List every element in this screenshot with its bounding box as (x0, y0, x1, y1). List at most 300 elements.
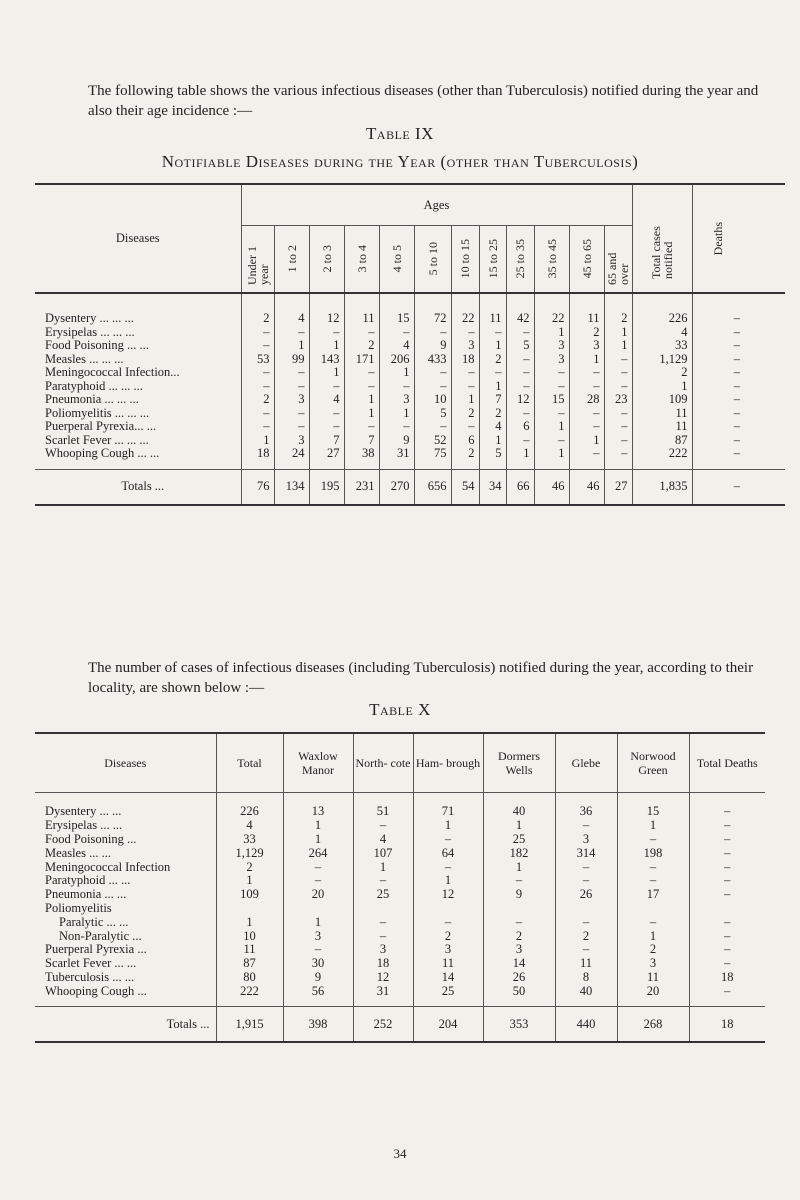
table9-cell: 1 (479, 380, 506, 394)
table9-age-header (274, 226, 309, 294)
table10-cell: 13 (283, 793, 353, 819)
table9-cell: 75 (414, 447, 451, 469)
table9-age-header (569, 226, 604, 294)
table9-total-cell: 1,835 (632, 469, 692, 505)
table9-total-cell: 231 (344, 469, 379, 505)
intro-paragraph-table9: The following table shows the various infectious diseases (other than Tuberculosis) notified during the year and also their age incidence :— (88, 83, 759, 119)
table9-cell: – (414, 380, 451, 394)
table9-cell: 4 (379, 339, 414, 353)
table10-cell: 4 (353, 833, 413, 847)
table9-cell: – (692, 407, 744, 421)
table10-cell: – (555, 943, 617, 957)
table9-cell: 87 (632, 434, 692, 448)
table10-total-cell: 18 (689, 1007, 765, 1043)
table10-disease-name: Dysentery ... ... (45, 804, 122, 819)
table9-cell: 226 (632, 293, 692, 326)
table10-cell: – (689, 915, 765, 929)
table9-total-cell: 195 (309, 469, 344, 505)
table9-cell: – (241, 366, 274, 380)
table9-cell: – (379, 420, 414, 434)
table9-cell: 22 (534, 293, 569, 326)
table9-disease-name: Paratyphoid ... ... ... (45, 378, 143, 393)
table9-cell: 12 (506, 393, 534, 407)
table10-cell: – (689, 860, 765, 874)
table10-total-cell: 252 (353, 1007, 413, 1043)
table9-cell: 1 (344, 393, 379, 407)
table9-cell: – (692, 353, 744, 367)
table10-header: North- cote (353, 733, 413, 793)
table9-age-label: 3 to 4 (354, 245, 369, 273)
table10-row (35, 957, 765, 971)
table9-disease-name: Whooping Cough ... ... (45, 446, 160, 461)
table10-disease-name: Food Poisoning ... (45, 831, 137, 846)
table9-row (35, 393, 785, 407)
table9-cell: – (569, 366, 604, 380)
table10-totals-label: Totals ... (35, 1007, 216, 1043)
table9-cell: 1 (479, 434, 506, 448)
table9-disease-name: Erysipelas ... ... ... (45, 324, 135, 339)
table10-cell: 198 (617, 846, 689, 860)
table9-cell: – (451, 326, 479, 340)
table10-row (35, 984, 765, 1006)
table10-cell: – (283, 943, 353, 957)
table9-cell: 33 (632, 339, 692, 353)
table9-cell: 1 (569, 353, 604, 367)
table9-total-cell: 27 (604, 469, 632, 505)
table10-cell: – (689, 984, 765, 1006)
table9-cell: 109 (632, 393, 692, 407)
table10-cell: 36 (555, 793, 617, 819)
table9-cell: – (274, 407, 309, 421)
table9-subtitle: Notifiable Diseases during the Year (other than Tuberculosis) (161, 152, 639, 171)
table9-age-header (414, 226, 451, 294)
table10-disease-name: Non-Paralytic ... (59, 928, 142, 943)
table9-cell: 1 (241, 434, 274, 448)
page-number: 34 (393, 1146, 407, 1161)
table9-cell: – (534, 407, 569, 421)
table10-cell: 64 (413, 846, 483, 860)
table9-cell: – (692, 420, 744, 434)
table9-disease-name: Measles ... ... ... (45, 351, 124, 366)
table9-cell: – (309, 380, 344, 394)
table9-cell: – (274, 380, 309, 394)
table10-disease-name: Poliomyelitis (45, 900, 112, 915)
table9-age-header (379, 226, 414, 294)
table9-cell: 1 (344, 407, 379, 421)
table9-cell: – (274, 366, 309, 380)
table10-cell: 9 (283, 971, 353, 985)
table10-cell: 107 (353, 846, 413, 860)
table10-cell: 14 (483, 957, 555, 971)
table10-cell: 3 (483, 943, 555, 957)
table9-cell: – (569, 420, 604, 434)
table9-cell: 2 (479, 353, 506, 367)
table9-cell: – (506, 366, 534, 380)
table9-cell: 15 (534, 393, 569, 407)
table9-cell: 1 (506, 447, 534, 469)
table10-row (35, 846, 765, 860)
table10-cell: 25 (353, 888, 413, 902)
table10-cell: 1 (617, 929, 689, 943)
table9-header-ages: Ages (241, 185, 632, 226)
table9-cell: 433 (414, 353, 451, 367)
table9-cell: – (534, 434, 569, 448)
table9-cell: 3 (451, 339, 479, 353)
table9-cell: 1 (569, 434, 604, 448)
table9-cell: 99 (274, 353, 309, 367)
table9-cell: – (344, 380, 379, 394)
table9-cell: – (479, 326, 506, 340)
table10-cell: 2 (216, 860, 283, 874)
table9-cell: 2 (241, 293, 274, 326)
table9-total-cell: 34 (479, 469, 506, 505)
table9-cell: – (309, 407, 344, 421)
table9-cell: 11 (632, 407, 692, 421)
table10-cell: 222 (216, 984, 283, 1006)
table9-cell: 1 (479, 339, 506, 353)
table10-total-cell: 1,915 (216, 1007, 283, 1043)
table10-cell: – (689, 819, 765, 833)
table9-cell: – (604, 447, 632, 469)
table9-cell: 7 (344, 434, 379, 448)
table9-cell: 5 (479, 447, 506, 469)
table10-row (35, 888, 765, 902)
table9-age-label: 10 to 15 (458, 239, 472, 279)
table10-header: Total Deaths (689, 733, 765, 793)
table9-cell: – (344, 366, 379, 380)
table10-cell (283, 902, 353, 916)
table10-total-cell: 204 (413, 1007, 483, 1043)
table10-cell: 314 (555, 846, 617, 860)
table9-total-cell: 46 (534, 469, 569, 505)
table9-cell: 5 (414, 407, 451, 421)
table9-cell: 1 (534, 447, 569, 469)
table10-total-cell: 353 (483, 1007, 555, 1043)
table9-cell: – (534, 366, 569, 380)
table9-cell: 143 (309, 353, 344, 367)
table10-cell: 20 (283, 888, 353, 902)
table10-cell: 1 (617, 819, 689, 833)
table9-cell: 1 (632, 380, 692, 394)
table9-cell: – (604, 366, 632, 380)
table9-row (35, 434, 785, 448)
table10-cell: 1 (413, 874, 483, 888)
table9-notifiable-diseases (35, 183, 785, 506)
table10-cell: 1 (483, 860, 555, 874)
table10-cell: 1 (283, 833, 353, 847)
table10-cell: 26 (555, 888, 617, 902)
table9-cell: – (692, 447, 744, 469)
table9-disease-name: Meningococcal Infection... (45, 365, 180, 380)
table9-row (35, 380, 785, 394)
table9-disease-name: Dysentery ... ... ... (45, 311, 134, 326)
table9-cell: 11 (569, 293, 604, 326)
table10-cell: – (283, 860, 353, 874)
table10-cell: 2 (413, 929, 483, 943)
table9-row (35, 366, 785, 380)
table9-cell: – (414, 420, 451, 434)
table9-age-label: 4 to 5 (389, 245, 404, 273)
table9-title: Table IX (366, 124, 434, 143)
table9-spacer (744, 393, 785, 407)
table9-cell: – (692, 326, 744, 340)
table9-age-header (241, 226, 274, 294)
table10-cell: – (689, 874, 765, 888)
table10-row (35, 943, 765, 957)
table10-cell: – (689, 833, 765, 847)
table9-spacer (744, 353, 785, 367)
table10-cell: 25 (413, 984, 483, 1006)
table9-age-label: 5 to 10 (425, 242, 440, 276)
table9-spacer (744, 407, 785, 421)
table10-cell: 18 (353, 957, 413, 971)
table9-row (35, 353, 785, 367)
table9-cell: 23 (604, 393, 632, 407)
table10-cell: 1 (283, 915, 353, 929)
table9-cell: 1 (274, 339, 309, 353)
table10-cell: 3 (617, 957, 689, 971)
table10-cell: – (555, 874, 617, 888)
table9-totals-row (35, 469, 785, 505)
table10-row (35, 860, 765, 874)
table9-cell: 22 (451, 293, 479, 326)
table10-cell: 11 (555, 957, 617, 971)
table9-cell: 18 (451, 353, 479, 367)
table9-total-cell: 134 (274, 469, 309, 505)
table9-cell: 1 (534, 326, 569, 340)
table9-total-cell: 270 (379, 469, 414, 505)
table10-cell: 3 (413, 943, 483, 957)
table9-row (35, 447, 785, 469)
table9-cell: 7 (309, 434, 344, 448)
table10-cell: 51 (353, 793, 413, 819)
table10-cell (555, 902, 617, 916)
table9-cell: 1 (309, 339, 344, 353)
table9-total-cell: 656 (414, 469, 451, 505)
table10-cell: – (689, 929, 765, 943)
table9-age-label: Under 1 year (244, 246, 271, 285)
table9-cell: 171 (344, 353, 379, 367)
table10-cell: 20 (617, 984, 689, 1006)
table10-cell: 12 (413, 888, 483, 902)
table9-cell: 1 (604, 326, 632, 340)
table9-cell: – (506, 353, 534, 367)
table9-cell: – (534, 380, 569, 394)
table10-cell: 9 (483, 888, 555, 902)
table9-cell: 27 (309, 447, 344, 469)
table9-disease-name: Puerperal Pyrexia... ... (45, 419, 157, 434)
table9-total-cell: – (692, 469, 744, 505)
table10-cell: 264 (283, 846, 353, 860)
table10-disease-name: Meningococcal Infection (45, 859, 171, 874)
table9-cell: – (451, 380, 479, 394)
table9-cell: 4 (632, 326, 692, 340)
table9-age-label: 45 to 65 (579, 239, 594, 279)
table10-cell: 182 (483, 846, 555, 860)
table9-cell: 1,129 (632, 353, 692, 367)
table9-age-header (344, 226, 379, 294)
table9-cell: – (309, 326, 344, 340)
table10-cell: 1 (353, 860, 413, 874)
table9-age-header (309, 226, 344, 294)
table9-cell: 2 (479, 407, 506, 421)
table9-cell: – (569, 380, 604, 394)
table10-cell (689, 902, 765, 916)
table9-total-cell: 76 (241, 469, 274, 505)
table9-cell: 2 (632, 366, 692, 380)
table9-cell: 2 (569, 326, 604, 340)
table9-disease-name: Poliomyelitis ... ... ... (45, 405, 150, 420)
table9-cell: 2 (241, 393, 274, 407)
table9-cell: – (344, 420, 379, 434)
table9-cell: 1 (309, 366, 344, 380)
table10-cell: 71 (413, 793, 483, 819)
table9-cell: 42 (506, 293, 534, 326)
table9-age-header (604, 226, 632, 294)
table10-cell: – (353, 915, 413, 929)
table9-row (35, 293, 785, 326)
table10-disease-name: Pneumonia ... ... (45, 887, 127, 902)
table10-cell: 11 (413, 957, 483, 971)
table10-cell: – (555, 860, 617, 874)
table9-cell: 3 (274, 434, 309, 448)
table9-cell: 7 (479, 393, 506, 407)
table9-cell: 11 (632, 420, 692, 434)
table10-cell: – (617, 915, 689, 929)
table9-age-label: 1 to 2 (284, 245, 299, 273)
table9-cell: 12 (309, 293, 344, 326)
table10-cell: 50 (483, 984, 555, 1006)
table10-cell (413, 902, 483, 916)
table9-cell: – (479, 366, 506, 380)
table9-spacer (744, 469, 785, 505)
table9-disease-name: Scarlet Fever ... ... ... (45, 432, 149, 447)
table10-cell: – (413, 915, 483, 929)
table10-cell: 40 (483, 793, 555, 819)
table9-cell: – (692, 434, 744, 448)
table10-header: Waxlow Manor (283, 733, 353, 793)
table9-total-cell: 66 (506, 469, 534, 505)
table10-cell: 40 (555, 984, 617, 1006)
table10-cell: 31 (353, 984, 413, 1006)
table9-header-total: Total cases notified (632, 185, 692, 293)
table9-cell: 10 (414, 393, 451, 407)
table9-cell: – (414, 326, 451, 340)
table9-cell: – (569, 407, 604, 421)
table10-disease-name: Paralytic ... ... (59, 914, 129, 929)
table9-cell: 222 (632, 447, 692, 469)
table10-cell: – (413, 860, 483, 874)
table9-cell: 6 (451, 434, 479, 448)
table10-cell: 109 (216, 888, 283, 902)
table9-age-header (506, 226, 534, 294)
table10-cell: – (483, 874, 555, 888)
table10-cell: – (353, 819, 413, 833)
table9-age-label: 35 to 45 (544, 239, 559, 279)
table10-disease-name: Erysipelas ... ... (45, 818, 123, 833)
table9-cell: 2 (604, 293, 632, 326)
table9-row (35, 326, 785, 340)
table10-cell: 2 (555, 929, 617, 943)
table9-cell: 31 (379, 447, 414, 469)
table9-cell: – (241, 326, 274, 340)
table9-cell: 18 (241, 447, 274, 469)
table10-cell: 10 (216, 929, 283, 943)
table10-cell: 15 (617, 793, 689, 819)
table10-cell: 3 (353, 943, 413, 957)
table10-cell: 25 (483, 833, 555, 847)
table10-cell: – (689, 846, 765, 860)
table10-cell: 11 (617, 971, 689, 985)
table9-cell: 1 (379, 407, 414, 421)
table9-cell: 4 (274, 293, 309, 326)
table9-header-deaths: Deaths (692, 185, 744, 293)
table9-cell: – (344, 326, 379, 340)
table10-cell: 3 (283, 929, 353, 943)
table10-cell: 17 (617, 888, 689, 902)
table9-cell: – (604, 353, 632, 367)
table9-spacer (744, 447, 785, 469)
table9-cell: – (274, 420, 309, 434)
table10-header: Glebe (555, 733, 617, 793)
table10-row (35, 902, 765, 916)
table9-cell: 1 (379, 366, 414, 380)
table9-cell: 6 (506, 420, 534, 434)
table10-cell: 1 (216, 874, 283, 888)
table9-age-header (479, 226, 506, 294)
table10-header: Ham- brough (413, 733, 483, 793)
table9-spacer (744, 326, 785, 340)
table9-cell: 3 (569, 339, 604, 353)
table10-cell (216, 902, 283, 916)
table10-header: Norwood Green (617, 733, 689, 793)
table9-cell: – (241, 380, 274, 394)
table9-cell: – (379, 326, 414, 340)
table9-cell: – (692, 339, 744, 353)
table9-age-label: 65 and over (605, 252, 631, 285)
table9-disease-name: Food Poisoning ... ... (45, 338, 149, 353)
table10-cell: – (689, 888, 765, 902)
table9-age-header (534, 226, 569, 294)
table10-cell: – (555, 915, 617, 929)
table9-cell: – (506, 434, 534, 448)
table10-title: Table X (369, 700, 431, 719)
table10-disease-name: Scarlet Fever ... ... (45, 956, 137, 971)
table10-cell (353, 902, 413, 916)
table9-cell: – (604, 380, 632, 394)
table10-cell: – (555, 819, 617, 833)
table9-cell: 11 (344, 293, 379, 326)
table9-spacer (744, 380, 785, 394)
table10-cell: 1 (483, 819, 555, 833)
table9-cell: – (604, 407, 632, 421)
table9-cell: 206 (379, 353, 414, 367)
table10-cell: 1 (283, 819, 353, 833)
table9-cell: 2 (344, 339, 379, 353)
table9-cell: – (604, 434, 632, 448)
table10-cell: 56 (283, 984, 353, 1006)
table10-header: Diseases (35, 733, 216, 793)
table9-cell: – (692, 293, 744, 326)
table9-disease-name: Pneumonia ... ... ... (45, 392, 139, 407)
table9-cell: 9 (379, 434, 414, 448)
table9-cell: 4 (309, 393, 344, 407)
table10-cell: – (283, 874, 353, 888)
table9-cell: – (506, 380, 534, 394)
table10-cell: 18 (689, 971, 765, 985)
table10-cell: – (413, 833, 483, 847)
table9-spacer (744, 339, 785, 353)
